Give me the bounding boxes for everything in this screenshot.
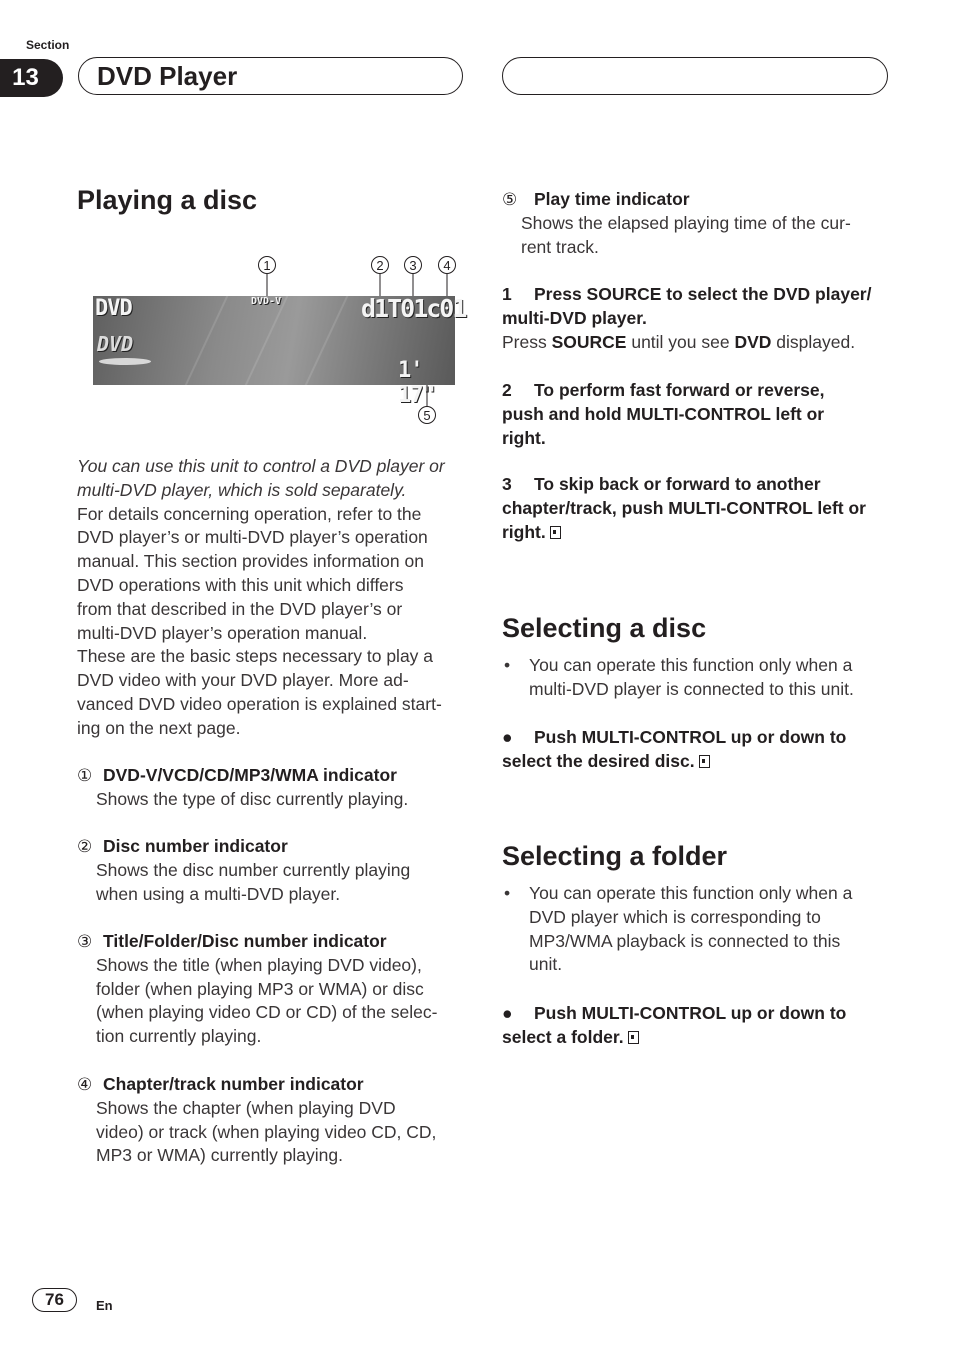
item-number: ④ <box>77 1075 93 1094</box>
item-number: ② <box>77 837 93 856</box>
action-text: Push MULTI-CONTROL up or down to <box>534 727 847 747</box>
intro-line: multi-DVD player’s operation manual. <box>77 622 368 643</box>
heading-selecting-a-folder: Selecting a folder <box>502 841 728 871</box>
note-line: You can operate this function only when a <box>529 883 853 903</box>
item-desc-line: folder (when playing MP3 or WMA) or disc <box>96 978 424 999</box>
intro-line: from that described in the DVD player’s or <box>77 598 403 619</box>
page-number: 76 <box>32 1288 77 1312</box>
item-title: Play time indicator <box>534 189 690 209</box>
note-line: You can operate this function only when a <box>529 655 853 675</box>
note-line: multi-DVD player is connected to this unit. <box>529 678 854 699</box>
select-disc-note <box>502 654 902 702</box>
heading-selecting-a-disc: Selecting a disc <box>502 613 707 643</box>
lcd-disc-title-chapter: d1T01c01 <box>361 294 466 323</box>
note-line: DVD player which is corresponding to <box>529 906 821 927</box>
bullet: • <box>504 655 511 675</box>
language-label: En <box>96 1298 113 1313</box>
step-number: 2 <box>502 380 512 400</box>
step-desc: Press SOURCE until you see DVD displayed. <box>502 331 856 352</box>
action-text: select a folder. <box>502 1026 624 1047</box>
intro-line: ing on the next page. <box>77 717 241 738</box>
item-title: Title/Folder/Disc number indicator <box>103 931 387 951</box>
item-desc-line: Shows the chapter (when playing DVD <box>96 1097 396 1118</box>
item-desc-line: video) or track (when playing video CD, CD, <box>96 1121 437 1142</box>
intro-line: DVD player’s or multi-DVD player’s operation <box>77 527 428 548</box>
end-mark-icon <box>628 1031 639 1044</box>
item-number: ⑤ <box>502 190 518 209</box>
item-title: DVD-V/VCD/CD/MP3/WMA indicator <box>103 765 397 785</box>
item-desc-line: (when playing video CD or CD) of the selec- <box>96 1002 438 1023</box>
filled-dot-icon: ● <box>502 1003 513 1023</box>
step-text: To skip back or forward to another <box>534 474 821 494</box>
intro-line: manual. This section provides information on <box>77 551 424 572</box>
step-2 <box>502 379 902 450</box>
step-text: To perform fast forward or reverse, <box>534 380 825 400</box>
item-desc-line: Shows the title (when playing DVD video), <box>96 954 422 975</box>
heading-playing-a-disc: Playing a disc <box>77 185 258 215</box>
step-text: right. <box>502 521 546 542</box>
indicator-item-4 <box>77 1073 469 1168</box>
select-disc-action <box>502 726 902 774</box>
step-text: chapter/track, push MULTI-CONTROL left or <box>502 497 866 518</box>
item-desc-line: Shows the disc number currently playing <box>96 859 411 880</box>
step-text: multi-DVD player. <box>502 307 647 328</box>
action-text: Push MULTI-CONTROL up or down to <box>534 1003 847 1023</box>
item-title: Chapter/track number indicator <box>103 1074 364 1094</box>
select-folder-note <box>502 882 902 977</box>
section-number: 13 <box>0 59 63 97</box>
intro-line: vanced DVD video operation is explained start- <box>77 693 442 714</box>
end-mark-icon <box>550 526 561 539</box>
step-number: 3 <box>502 474 512 494</box>
note-line: MP3/WMA playback is connected to this <box>529 930 841 951</box>
lcd-disc-type: DVD-V <box>251 296 282 307</box>
item-number: ③ <box>77 932 93 951</box>
intro-line: DVD video with your DVD player. More ad- <box>77 670 409 691</box>
step-text: push and hold MULTI-CONTROL left or <box>502 403 825 424</box>
left-intro <box>77 455 469 741</box>
indicator-item-5 <box>502 188 902 259</box>
lcd-source-label: DVD <box>95 296 132 321</box>
dvd-logo: DVD <box>97 332 134 356</box>
item-desc-line: MP3 or WMA) currently playing. <box>96 1145 344 1166</box>
step-number: 1 <box>502 284 512 304</box>
item-desc-line: tion currently playing. <box>96 1026 262 1047</box>
dvd-logo-disc-icon <box>99 358 151 365</box>
item-desc-line: rent track. <box>521 236 599 257</box>
intro-line: For details concerning operation, refer to the <box>77 503 422 524</box>
note-line: unit. <box>529 954 563 975</box>
chapter-title: DVD Player <box>97 61 238 91</box>
intro-italic-line: multi-DVD player, which is sold separately. <box>77 479 407 500</box>
select-folder-action <box>502 1002 902 1050</box>
callout-1: 1 <box>258 256 276 274</box>
indicator-item-1 <box>77 764 469 812</box>
bullet: • <box>504 883 511 903</box>
intro-line: DVD operations with this unit which differs <box>77 574 404 595</box>
intro-line: These are the basic steps necessary to play a <box>77 646 434 667</box>
indicator-item-3 <box>77 930 469 1049</box>
action-text: select the desired disc. <box>502 750 695 771</box>
item-desc-line: Shows the type of disc currently playing. <box>96 788 409 809</box>
section-label: Section <box>26 38 70 52</box>
callout-5: 5 <box>418 406 436 424</box>
item-title: Disc number indicator <box>103 836 288 856</box>
intro-italic-line: You can use this unit to control a DVD player or <box>77 456 445 476</box>
lcd-play-time: 1' 17" <box>398 358 435 408</box>
filled-dot-icon: ● <box>502 727 513 747</box>
indicator-item-2 <box>77 835 469 906</box>
step-1 <box>502 283 902 354</box>
step-3 <box>502 473 902 544</box>
callout-2: 2 <box>371 256 389 274</box>
item-number: ① <box>77 766 93 785</box>
step-text: right. <box>502 427 546 448</box>
item-desc-line: when using a multi-DVD player. <box>96 883 341 904</box>
callout-3: 3 <box>404 256 422 274</box>
end-mark-icon <box>699 755 710 768</box>
callout-4: 4 <box>438 256 456 274</box>
item-desc-line: Shows the elapsed playing time of the cur- <box>521 212 851 233</box>
lcd-display <box>93 294 466 408</box>
step-text: Press SOURCE to select the DVD player/ <box>534 284 872 304</box>
